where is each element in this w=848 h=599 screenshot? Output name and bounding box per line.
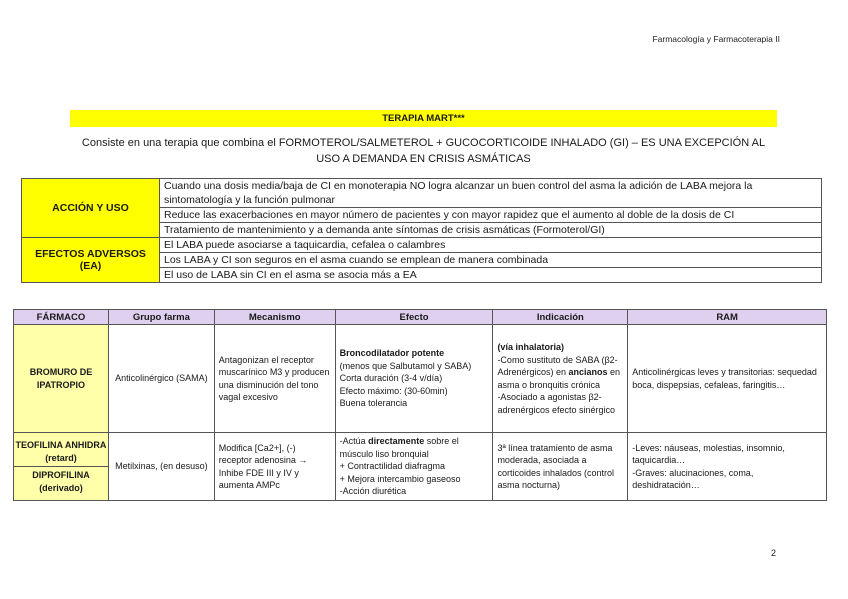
- ram-line: -Graves: alucinaciones, coma, deshidratación…: [632, 467, 754, 490]
- table-row: [14, 433, 827, 501]
- diprofilina-name: DIPROFILINA: [32, 470, 90, 480]
- header-course: Farmacología y Farmacoterapia II: [652, 34, 780, 44]
- efecto-bold: Broncodilatador potente: [339, 348, 445, 359]
- farmaco-ipatropio: BROMURO DE IPATROPIO: [14, 325, 109, 433]
- indicacion-text: -Como sustituto de SABA (β2-Adrenérgicos) en: [497, 354, 618, 377]
- ram-cell: Anticolinérgicas leves y transitorias: sequedad boca, dispepsias, cefaleas, faringitis…: [628, 325, 827, 433]
- header-efecto: Efecto: [335, 310, 493, 325]
- efecto-line: Corta duración (3-4 v/día): [339, 373, 443, 384]
- diprofilina-sub: (derivado): [39, 482, 83, 493]
- header-indicacion: Indicación: [493, 310, 628, 325]
- drugs-table: [13, 309, 827, 501]
- intro-line-2: USO A DEMANDA EN CRISIS ASMÁTICAS: [316, 153, 531, 165]
- indicacion-text: en asma o bronquitis crónica: [497, 367, 621, 390]
- mecanismo-cell: Antagonizan el receptor muscarínico M3 y producen una disminución del tono vagal excesivo: [214, 325, 335, 433]
- header-mecanismo: Mecanismo: [214, 310, 335, 325]
- table-row: [14, 325, 827, 433]
- efecto-line: Buena tolerancia: [339, 398, 408, 409]
- efectos-label-line1: EFECTOS ADVERSOS: [35, 248, 146, 260]
- mart-table: [21, 178, 822, 283]
- efecto-cell: [335, 433, 493, 501]
- section-title: TERAPIA MART***: [70, 110, 777, 127]
- efecto-cell: [335, 325, 493, 433]
- header-ram: RAM: [628, 310, 827, 325]
- efecto-line: Efecto máximo: (30-60min): [339, 385, 448, 396]
- indicacion-cell: 3ª línea tratamiento de asma moderada, asociada a corticoides inhalados (control asma nocturna): [493, 433, 628, 501]
- efecto-line: (menos que Salbutamol y SABA): [339, 360, 472, 371]
- efecto-line: -Acción diurética: [339, 486, 407, 497]
- efecto-line: + Mejora intercambio gaseoso: [339, 473, 461, 484]
- efectos-row: El LABA puede asociarse a taquicardia, cefalea o calambres: [160, 238, 822, 253]
- indicacion-bold: (vía inhalatoria): [497, 342, 564, 352]
- teofilina-sub: (retard): [45, 452, 77, 463]
- accion-row: Tratamiento de mantenimiento y a demanda ante síntomas de crisis asmáticas (Formoterol/GI): [160, 223, 822, 238]
- header-farmaco: FÁRMACO: [14, 310, 109, 325]
- efectos-label-line2: (EA): [79, 260, 102, 272]
- efectos-row: Los LABA y CI son seguros en el asma cuando se emplean de manera combinada: [160, 253, 822, 268]
- mecanismo-cell: Modifica [Ca2+], (-) receptor adenosina → Inhibe FDE III y IV y aumenta AMPc: [214, 433, 335, 501]
- efectos-label: [22, 238, 160, 283]
- indicacion-text: -Asociado a agonistas β2-adrenérgicos efecto sinérgico: [497, 392, 616, 415]
- efecto-directamente: directamente: [368, 436, 425, 447]
- accion-row: Cuando una dosis media/baja de CI en monoterapia NO logra alcanzar un buen control del asma la adición de LABA mejora la sintomatología y la función pulmonar: [160, 179, 822, 208]
- header-grupo: Grupo farma: [108, 310, 214, 325]
- accion-row: Reduce las exacerbaciones en mayor número de pacientes y con mayor rapidez que el aumento al doble de la dosis de CI: [160, 208, 822, 223]
- intro-text: [70, 135, 777, 167]
- teofilina-name: TEOFILINA ANHIDRA: [15, 440, 107, 450]
- efectos-row: El uso de LABA sin CI en el asma se asocia más a EA: [160, 268, 822, 283]
- intro-line-1: Consiste en una terapia que combina el FORMOTEROL/SALMETEROL + GUCOCORTICOIDE INHALADO (GI) – ES UNA EXCEPCIÓN AL: [81, 137, 766, 149]
- grupo-cell: Anticolinérgico (SAMA): [108, 325, 214, 433]
- efecto-text: -Actúa: [339, 436, 366, 447]
- farmaco-teofilina: [14, 433, 109, 501]
- efecto-line: + Contractilidad diafragma: [339, 461, 445, 472]
- ram-line: -Leves: náuseas, molestias, insomnio, taquicardia…: [632, 442, 785, 465]
- grupo-cell: Metilxinas, (en desuso): [108, 433, 214, 501]
- indicacion-ancianos: ancianos: [568, 367, 608, 377]
- ram-cell: [628, 433, 827, 501]
- accion-label: ACCIÓN Y USO: [22, 179, 160, 238]
- efecto-text: sobre el músculo liso bronquial: [339, 436, 459, 459]
- indicacion-cell: [493, 325, 628, 433]
- page-number: 2: [770, 548, 776, 558]
